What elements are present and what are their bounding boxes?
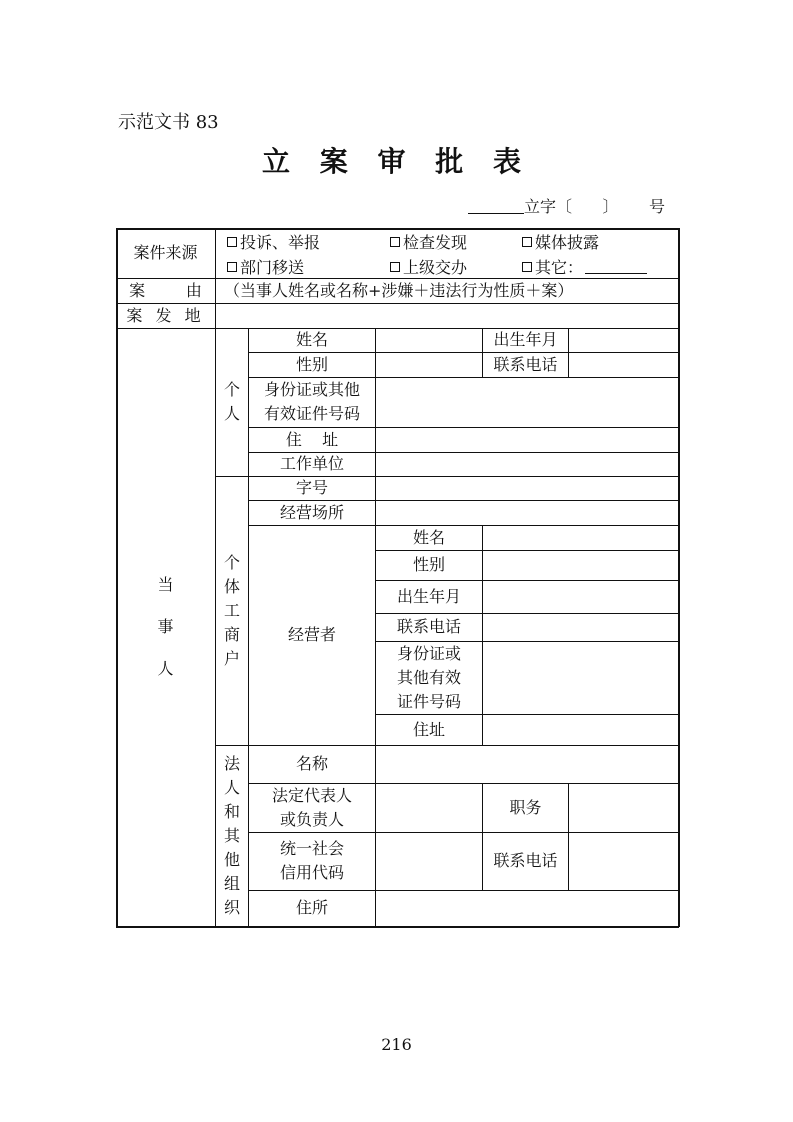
source-option-department-transfer[interactable]: 部门移送	[227, 255, 304, 278]
business-label: 个 体 工 商 户	[223, 552, 240, 668]
page-number: 216	[381, 1035, 412, 1054]
individual-label: 个 人	[223, 380, 240, 423]
source-option-superior-assigned[interactable]: 上级交办	[390, 255, 467, 278]
document-title: 立 案 审 批 表	[262, 145, 531, 178]
checkbox-icon	[227, 262, 237, 272]
business-operator-label: 经营者	[287, 625, 336, 644]
operator-id-label: 身份证或 其他有效 证件号码	[396, 643, 461, 711]
other-blank-field[interactable]	[585, 259, 647, 274]
individual-employer-label: 工作单位	[279, 454, 344, 473]
individual-birth-label: 出生年月	[493, 330, 558, 349]
checkbox-icon	[227, 237, 237, 247]
source-option-other[interactable]: 其它：	[522, 255, 647, 278]
operator-name-label: 姓名	[412, 527, 445, 547]
org-position-label: 职务	[509, 797, 542, 817]
case-cause-label: 案 由	[129, 280, 202, 300]
business-premises-label: 经营场所	[279, 502, 344, 522]
business-trade-name-label: 字号	[295, 478, 328, 497]
source-option-inspection[interactable]: 检查发现	[390, 230, 467, 253]
individual-id-label: 身份证或其他 有效证件号码	[263, 380, 360, 423]
checkbox-icon	[390, 237, 400, 247]
case-number	[468, 194, 665, 217]
case-location-label: 案 发 地	[126, 305, 205, 325]
organization-label: 法 人 和 其 他 组 织	[223, 753, 240, 917]
checkbox-icon	[390, 262, 400, 272]
source-option-complaint[interactable]: 投诉、举报	[227, 230, 320, 253]
org-representative-label: 法定代表人 或负责人	[271, 785, 352, 829]
org-name-label: 名称	[295, 754, 328, 773]
source-option-media[interactable]: 媒体披露	[522, 230, 599, 253]
case-source-label: 案件来源	[133, 243, 198, 262]
case-number-label: 立字〔 〕 号	[524, 197, 666, 216]
org-domicile-label: 住所	[295, 898, 328, 917]
document-label: 示范文书 83	[118, 112, 219, 133]
checkbox-icon	[522, 262, 532, 272]
operator-phone-label: 联系电话	[396, 617, 461, 636]
org-phone-label: 联系电话	[493, 851, 558, 870]
case-cause-hint: （当事人姓名或名称+涉嫌＋违法行为性质＋案）	[224, 280, 574, 300]
individual-name-label: 姓名	[295, 330, 328, 349]
individual-address-label: 住 址	[285, 429, 339, 449]
party-label: 当 事 人	[157, 575, 174, 678]
operator-gender-label: 性别	[412, 555, 445, 574]
individual-gender-label: 性别	[295, 354, 328, 374]
operator-birth-label: 出生年月	[396, 586, 461, 606]
checkbox-icon	[522, 237, 532, 247]
org-credit-code-label: 统一社会 信用代码	[279, 839, 344, 882]
case-number-blank	[468, 199, 524, 214]
operator-address-label: 住址	[412, 719, 445, 739]
individual-phone-label: 联系电话	[493, 354, 558, 374]
